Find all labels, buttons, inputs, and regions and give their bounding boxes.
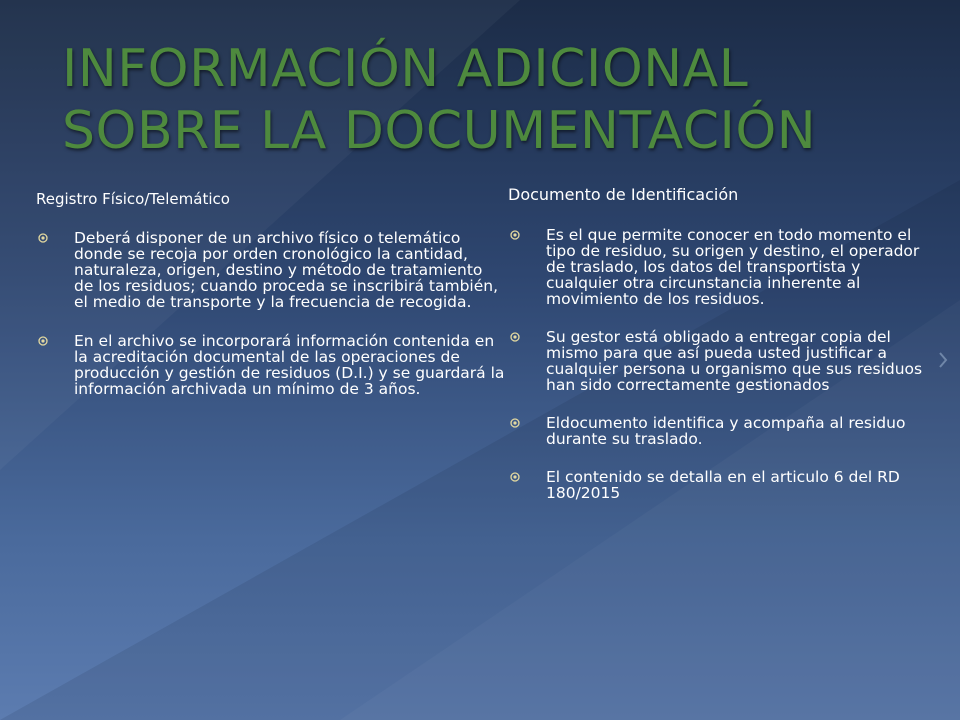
target-bullet-icon [38, 336, 48, 346]
list-item [508, 415, 933, 447]
list-item [508, 469, 933, 501]
target-bullet-icon [510, 472, 520, 482]
bullet-text: En el archivo se incorporará información contenida en la acreditación documental de las operaciones de producción y gestión de residuos (D.I.) y se guardará la información archivada un mínimo de 3 años. [74, 332, 505, 398]
target-bullet-icon [38, 233, 48, 243]
chevron-right-icon [938, 351, 948, 369]
target-bullet-icon [510, 230, 520, 240]
target-bullet-icon [510, 332, 520, 342]
left-bullet-list [36, 230, 506, 397]
slide-title-line-2: SOBRE LA DOCUMENTACIÓN [62, 101, 817, 161]
right-bullet-list [508, 227, 933, 501]
next-slide-arrow[interactable] [936, 348, 950, 372]
target-bullet-icon [510, 418, 520, 428]
list-item [36, 230, 506, 310]
list-item [508, 329, 933, 393]
bullet-text: Su gestor está obligado a entregar copia del mismo para que así pueda usted justificar a cualquier persona u organismo que sus residuos han sido correctamente gestionados [546, 328, 923, 394]
left-column [36, 189, 506, 420]
list-item [36, 333, 506, 397]
bullet-text: Deberá disponer de un archivo físico o telemático donde se recoja por orden cronológico la cantidad, naturaleza, origen, destino y método de tratamiento de los residuos; cuando proceda se inscribirá también, el medio de transporte y la frecuencia de recogida. [74, 229, 499, 311]
slide-title [62, 38, 942, 162]
list-item [508, 227, 933, 307]
left-column-heading: Registro Físico/Telemático [36, 190, 230, 208]
slide-title-line-1: INFORMACIÓN ADICIONAL [62, 39, 749, 99]
bullet-text: Es el que permite conocer en todo momento el tipo de residuo, su origen y destino, el operador de traslado, los datos del transportista y cualquier otra circunstancia inherente al movimiento de los residuos. [546, 226, 920, 308]
bullet-text: El contenido se detalla en el articulo 6 del RD 180/2015 [546, 468, 900, 502]
right-column-heading: Documento de Identificación [508, 185, 739, 204]
right-column [508, 185, 933, 523]
bullet-text: Eldocumento identifica y acompaña al residuo durante su traslado. [546, 414, 906, 448]
